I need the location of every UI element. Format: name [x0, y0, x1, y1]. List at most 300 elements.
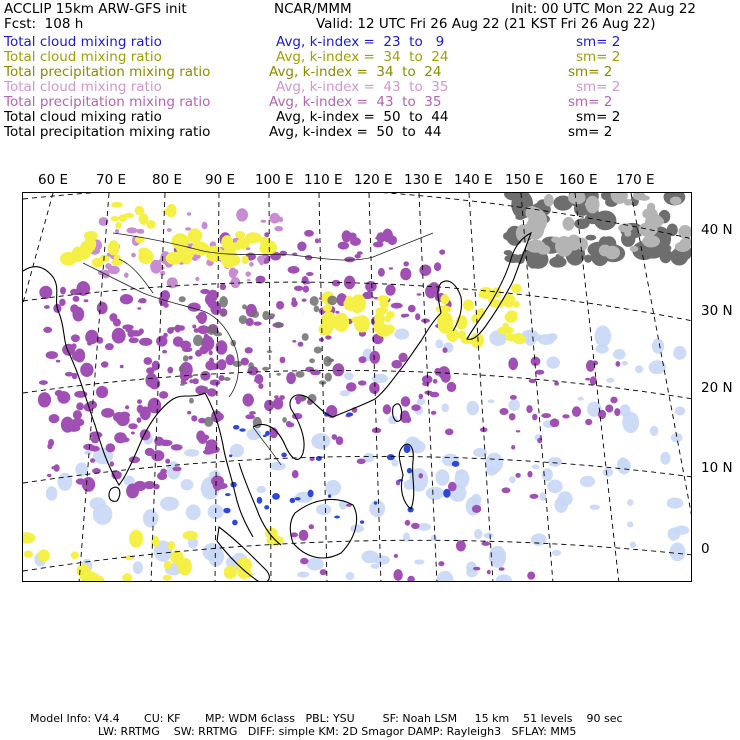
yellow-cloud-patch: [498, 326, 514, 335]
yellow-cloud-patch: [507, 295, 514, 304]
purple-precip-patch: [389, 267, 393, 269]
lon-label: 110 E: [304, 172, 343, 188]
light-blue-cloud-patch: [84, 450, 92, 455]
yellow-cloud-patch: [377, 295, 389, 302]
purple-precip-patch: [399, 353, 408, 363]
purple-precip-patch: [403, 261, 409, 266]
light-blue-cloud-patch: [212, 470, 219, 474]
legend-row-avg: Avg, k-index = 43 to 35: [269, 94, 442, 110]
yellow-cloud-patch: [125, 555, 134, 560]
blue-cloud-core: [308, 490, 314, 498]
purple-precip-patch: [481, 541, 490, 546]
purple-precip-patch: [129, 337, 139, 343]
light-blue-cloud-patch: [297, 572, 309, 578]
purple-precip-patch: [62, 344, 75, 356]
yellow-cloud-patch: [110, 216, 119, 221]
blue-cloud-core: [272, 493, 280, 500]
purple-precip-patch: [74, 349, 85, 363]
light-gray-cloud-patch: [642, 235, 660, 247]
hydrometeor-fields: [23, 193, 692, 582]
yellow-cloud-patch: [506, 310, 517, 318]
light-blue-cloud-patch: [622, 412, 639, 434]
light-blue-cloud-patch: [344, 372, 354, 380]
purple-precip-patch: [54, 464, 60, 471]
gray-deep-cloud-patch: [239, 315, 247, 324]
model-title: ACCLIP 15km ARW-GFS init: [4, 1, 187, 17]
gray-deep-cloud-patch: [179, 366, 184, 373]
purple-precip-patch: [119, 437, 130, 443]
purple-precip-patch: [554, 382, 559, 386]
purple-precip-patch: [154, 437, 164, 446]
yellow-cloud-patch: [108, 240, 120, 255]
purple-precip-patch: [510, 395, 517, 400]
purple-precip-patch: [120, 365, 124, 369]
light-blue-cloud-patch: [630, 542, 636, 549]
gray-deep-cloud-patch: [221, 310, 226, 316]
yellow-cloud-patch: [385, 324, 395, 334]
purple-precip-patch: [245, 347, 253, 353]
yellow-cloud-patch: [163, 575, 172, 581]
purple-precip-patch: [365, 281, 377, 292]
gray-deep-cloud-patch: [282, 417, 287, 423]
light-blue-cloud-patch: [627, 499, 633, 506]
purple-precip-patch: [163, 333, 168, 338]
purple-precip-patch: [249, 411, 256, 415]
purple-precip-patch: [401, 314, 407, 318]
light-gray-cloud-patch: [567, 235, 582, 251]
purple-precip-patch: [145, 373, 157, 387]
purple-precip-patch: [101, 361, 109, 367]
light-purple-cloud-patch: [229, 268, 237, 279]
parallel-line: [23, 370, 692, 399]
yellow-cloud-patch: [115, 222, 122, 229]
light-blue-cloud-patch: [606, 378, 614, 383]
purple-precip-patch: [264, 232, 269, 237]
gray-deep-cloud-patch: [179, 296, 186, 302]
yellow-cloud-patch: [386, 311, 395, 318]
light-blue-cloud-patch: [474, 529, 482, 539]
purple-precip-patch: [370, 351, 381, 364]
legend-row-avg: Avg, k-index = 50 to 44: [276, 109, 449, 125]
purple-precip-patch: [90, 431, 103, 438]
purple-precip-patch: [382, 229, 393, 243]
purple-precip-patch: [199, 346, 209, 354]
lat-label: 10 N: [701, 460, 733, 476]
forecast-hour: Fcst: 108 h: [4, 16, 84, 32]
purple-precip-patch: [254, 374, 263, 384]
purple-precip-patch: [196, 315, 202, 319]
yellow-cloud-patch: [183, 531, 198, 540]
light-blue-cloud-patch: [93, 504, 113, 525]
yellow-cloud-patch: [122, 573, 132, 582]
purple-precip-patch: [139, 338, 152, 346]
gray-deep-cloud-patch: [183, 355, 189, 361]
purple-precip-patch: [585, 378, 590, 381]
purple-precip-patch: [76, 402, 84, 410]
light-gray-cloud-patch: [586, 196, 600, 214]
purple-precip-patch: [253, 322, 261, 326]
yellow-cloud-patch: [124, 213, 135, 218]
purple-precip-patch: [357, 459, 366, 465]
lat-label: 30 N: [701, 303, 733, 319]
light-gray-cloud-patch: [599, 245, 611, 257]
blue-cloud-core: [223, 508, 230, 514]
yellow-cloud-patch: [188, 228, 203, 243]
light-blue-cloud-patch: [437, 571, 454, 582]
purple-precip-patch: [217, 359, 226, 370]
lon-label: 140 E: [454, 172, 493, 188]
purple-precip-patch: [385, 284, 395, 295]
lon-label: 150 E: [505, 172, 544, 188]
gray-deep-cloud-patch: [262, 367, 269, 371]
purple-precip-patch: [39, 380, 48, 385]
gray-deep-cloud-patch: [248, 362, 254, 369]
yellow-cloud-patch: [242, 256, 249, 265]
purple-precip-patch: [218, 375, 224, 381]
light-blue-cloud-patch: [306, 558, 323, 571]
purple-precip-patch: [333, 363, 345, 376]
purple-precip-patch: [207, 388, 217, 396]
purple-precip-patch: [415, 313, 420, 320]
light-blue-cloud-patch: [539, 492, 546, 501]
light-blue-cloud-patch: [369, 500, 385, 517]
light-gray-cloud-patch: [630, 246, 639, 252]
purple-precip-patch: [344, 257, 355, 263]
purple-precip-patch: [451, 581, 455, 582]
lat-label: 20 N: [701, 380, 733, 396]
gray-deep-cloud-patch: [224, 377, 231, 381]
legend-row-avg: Avg, k-index = 34 to 24: [269, 64, 442, 80]
light-blue-cloud-patch: [627, 521, 633, 527]
lon-label: 70 E: [96, 172, 126, 188]
light-blue-cloud-patch: [456, 470, 464, 475]
light-blue-cloud-patch: [371, 564, 380, 569]
light-blue-cloud-patch: [649, 360, 667, 374]
purple-precip-patch: [300, 558, 308, 565]
purple-precip-patch: [394, 554, 398, 558]
legend-row-field: Total cloud mixing ratio: [4, 109, 162, 125]
purple-precip-patch: [137, 307, 141, 309]
purple-precip-patch: [332, 434, 338, 440]
light-blue-cloud-patch: [340, 390, 351, 396]
purple-precip-patch: [526, 405, 532, 413]
light-purple-cloud-patch: [202, 222, 208, 230]
purple-precip-patch: [171, 444, 183, 450]
gray-deep-cloud-patch: [314, 347, 322, 354]
light-blue-cloud-patch: [436, 469, 450, 486]
gray-deep-cloud-patch: [171, 327, 176, 330]
purple-precip-patch: [346, 382, 357, 391]
purple-precip-patch: [315, 238, 319, 243]
light-purple-cloud-patch: [124, 272, 129, 278]
purple-precip-patch: [97, 302, 108, 315]
light-blue-cloud-patch: [311, 433, 330, 449]
purple-precip-patch: [165, 459, 170, 464]
light-blue-cloud-patch: [143, 509, 158, 527]
purple-precip-patch: [172, 467, 181, 472]
coastline-sri-lanka: [109, 487, 120, 501]
purple-precip-patch: [383, 404, 391, 414]
light-blue-cloud-patch: [558, 491, 573, 506]
purple-precip-patch: [243, 393, 254, 406]
light-purple-cloud-patch: [187, 212, 191, 215]
legend-row-field: Total precipitation mixing ratio: [4, 124, 211, 140]
lon-label: 60 E: [38, 172, 68, 188]
purple-precip-patch: [320, 569, 327, 575]
purple-precip-patch: [447, 382, 457, 392]
yellow-cloud-patch: [323, 305, 332, 312]
parallel-line: [23, 540, 692, 571]
light-blue-cloud-patch: [542, 468, 553, 481]
blue-cloud-core: [229, 454, 232, 457]
gray-deep-cloud-patch: [204, 417, 213, 427]
gray-deep-cloud-patch: [262, 311, 269, 320]
purple-precip-patch: [279, 395, 285, 400]
light-blue-cloud-patch: [547, 333, 557, 341]
purple-precip-patch: [530, 494, 539, 499]
purple-precip-patch: [209, 358, 214, 364]
blue-cloud-core: [443, 489, 450, 498]
yellow-cloud-patch: [245, 232, 262, 243]
light-blue-cloud-patch: [532, 465, 540, 470]
purple-precip-patch: [59, 299, 65, 306]
purple-precip-patch: [210, 380, 221, 386]
legend-row-sm: sm= 2: [576, 34, 621, 50]
lon-label: 120 E: [354, 172, 393, 188]
purple-precip-patch: [131, 432, 135, 435]
purple-precip-patch: [101, 408, 114, 418]
gray-deep-cloud-patch: [193, 335, 203, 346]
purple-precip-patch: [71, 334, 80, 342]
light-purple-cloud-patch: [249, 262, 254, 267]
light-blue-cloud-patch: [578, 397, 584, 401]
yellow-cloud-patch: [463, 299, 474, 310]
yellow-cloud-patch: [513, 301, 519, 308]
purple-precip-patch: [211, 476, 224, 487]
light-blue-cloud-patch: [46, 486, 58, 500]
legend-row-sm: sm= 2: [576, 79, 621, 95]
purple-precip-patch: [85, 330, 98, 344]
purple-precip-patch: [473, 567, 480, 571]
purple-precip-patch: [286, 422, 294, 427]
purple-precip-patch: [358, 380, 367, 385]
light-blue-cloud-patch: [673, 346, 686, 360]
purple-precip-patch: [116, 413, 130, 426]
blue-cloud-core: [387, 454, 395, 460]
light-purple-cloud-patch: [167, 228, 172, 232]
light-blue-cloud-patch: [635, 365, 643, 373]
purple-precip-patch: [38, 392, 51, 407]
yellow-cloud-patch: [167, 541, 175, 550]
purple-precip-patch: [515, 473, 520, 478]
light-purple-cloud-patch: [115, 229, 119, 233]
yellow-cloud-patch: [176, 246, 187, 253]
blue-cloud-core: [452, 461, 460, 467]
purple-precip-patch: [138, 300, 143, 303]
yellow-cloud-patch: [446, 328, 459, 342]
purple-precip-patch: [378, 268, 385, 277]
purple-precip-patch: [304, 230, 314, 237]
light-gray-cloud-patch: [677, 242, 687, 248]
purple-precip-patch: [73, 410, 82, 420]
purple-precip-patch: [302, 276, 309, 285]
purple-precip-patch: [200, 371, 210, 381]
purple-precip-patch: [46, 351, 58, 359]
forecast-map: [22, 192, 692, 582]
legend-row-avg: Avg, k-index = 23 to 9: [276, 34, 445, 50]
light-blue-cloud-patch: [208, 546, 224, 566]
light-blue-cloud-patch: [486, 453, 504, 473]
light-gray-cloud-patch: [624, 199, 633, 206]
yellow-cloud-patch: [73, 248, 90, 259]
purple-precip-patch: [89, 446, 100, 452]
light-purple-cloud-patch: [131, 253, 136, 258]
purple-precip-patch: [254, 379, 259, 382]
purple-precip-patch: [187, 374, 193, 378]
yellow-cloud-patch: [38, 549, 50, 562]
blue-cloud-core: [239, 428, 245, 431]
blue-cloud-core: [263, 435, 267, 438]
blue-cloud-core: [346, 412, 353, 416]
purple-precip-patch: [297, 242, 306, 252]
purple-precip-patch: [442, 347, 447, 353]
legend-row-sm: sm= 2: [576, 109, 621, 125]
purple-precip-patch: [72, 373, 78, 380]
gray-deep-cloud-patch: [314, 306, 320, 313]
purple-precip-patch: [433, 379, 438, 384]
purple-precip-patch: [44, 305, 50, 309]
yellow-cloud-patch: [345, 304, 357, 310]
yellow-cloud-patch: [440, 294, 449, 305]
init-time: Init: 00 UTC Mon 22 Aug 22: [511, 1, 696, 17]
light-blue-cloud-patch: [484, 533, 494, 539]
purple-precip-patch: [439, 249, 445, 254]
gray-deep-cloud-patch: [504, 254, 522, 263]
purple-precip-patch: [144, 481, 155, 489]
gray-deep-cloud-patch: [310, 296, 319, 306]
purple-precip-patch: [70, 304, 78, 313]
gray-deep-cloud-patch: [302, 333, 309, 341]
gray-deep-cloud-patch: [309, 358, 315, 363]
org-label: NCAR/MMM: [274, 1, 352, 17]
purple-precip-patch: [438, 561, 444, 566]
purple-precip-patch: [598, 410, 606, 419]
purple-precip-patch: [48, 439, 54, 447]
blue-cloud-core: [295, 497, 301, 500]
purple-precip-patch: [47, 474, 52, 477]
purple-precip-patch: [292, 340, 296, 343]
purple-precip-patch: [191, 415, 197, 421]
purple-precip-patch: [96, 386, 108, 398]
blue-cloud-core: [404, 445, 411, 453]
purple-precip-patch: [163, 303, 168, 308]
gray-deep-cloud-patch: [252, 311, 259, 318]
blue-cloud-core: [328, 494, 331, 498]
purple-precip-patch: [288, 266, 300, 274]
yellow-cloud-patch: [221, 235, 233, 250]
purple-precip-patch: [586, 360, 595, 372]
light-blue-cloud-patch: [414, 559, 424, 564]
gray-deep-cloud-patch: [589, 246, 600, 253]
yellow-cloud-patch: [352, 317, 361, 323]
light-blue-cloud-patch: [675, 406, 686, 415]
blue-cloud-core: [407, 468, 412, 474]
purple-precip-patch: [610, 397, 617, 404]
purple-precip-patch: [500, 408, 509, 415]
purple-precip-patch: [294, 286, 303, 291]
purple-precip-patch: [411, 404, 420, 411]
purple-precip-patch: [245, 414, 255, 419]
purple-precip-patch: [411, 523, 420, 529]
purple-precip-patch: [393, 569, 402, 581]
legend-row-sm: sm= 2: [576, 49, 621, 65]
light-blue-cloud-patch: [547, 480, 562, 494]
purple-precip-patch: [204, 334, 209, 339]
purple-precip-patch: [298, 342, 304, 347]
blue-cloud-core: [225, 493, 231, 496]
yellow-cloud-patch: [477, 308, 485, 316]
purple-precip-patch: [175, 342, 182, 346]
gray-deep-cloud-patch: [667, 224, 678, 237]
purple-precip-patch: [264, 400, 274, 411]
purple-precip-patch: [401, 396, 411, 407]
purple-precip-patch: [434, 368, 441, 376]
legend-row-field: Total precipitation mixing ratio: [4, 64, 211, 80]
purple-precip-patch: [151, 450, 164, 461]
purple-precip-patch: [296, 398, 301, 404]
purple-precip-patch: [431, 411, 437, 415]
purple-precip-patch: [209, 350, 213, 355]
purple-precip-patch: [299, 530, 309, 541]
purple-precip-patch: [408, 305, 416, 313]
purple-precip-patch: [194, 328, 200, 333]
purple-precip-patch: [258, 383, 263, 389]
yellow-cloud-patch: [227, 254, 241, 266]
purple-precip-patch: [137, 405, 144, 414]
purple-precip-patch: [541, 413, 551, 418]
light-purple-cloud-patch: [274, 226, 283, 232]
purple-precip-patch: [421, 319, 430, 323]
yellow-cloud-patch: [374, 312, 385, 326]
purple-precip-patch: [342, 230, 352, 242]
lon-label: 170 E: [616, 172, 655, 188]
light-blue-cloud-patch: [471, 494, 481, 505]
light-purple-cloud-patch: [160, 271, 165, 276]
purple-precip-patch: [400, 268, 411, 281]
lon-label: 100 E: [255, 172, 294, 188]
purple-precip-patch: [487, 570, 491, 575]
blue-cloud-core: [257, 497, 263, 504]
lat-label: 40 N: [701, 222, 733, 238]
light-blue-cloud-patch: [325, 480, 341, 496]
purple-precip-patch: [417, 293, 422, 295]
light-blue-cloud-patch: [160, 497, 179, 511]
lon-label: 160 E: [559, 172, 598, 188]
light-blue-cloud-patch: [391, 459, 398, 466]
purple-precip-patch: [220, 284, 226, 291]
purple-precip-patch: [369, 382, 380, 394]
light-gray-cloud-patch: [544, 194, 554, 206]
light-gray-cloud-patch: [670, 197, 682, 205]
purple-precip-patch: [60, 287, 66, 295]
legend-row-field: Total cloud mixing ratio: [4, 49, 162, 65]
purple-precip-patch: [407, 576, 415, 582]
blue-cloud-core: [281, 453, 287, 458]
blue-cloud-core: [264, 505, 269, 509]
light-blue-cloud-patch: [133, 561, 143, 574]
light-blue-cloud-patch: [316, 504, 331, 515]
gray-deep-cloud-patch: [242, 304, 247, 309]
